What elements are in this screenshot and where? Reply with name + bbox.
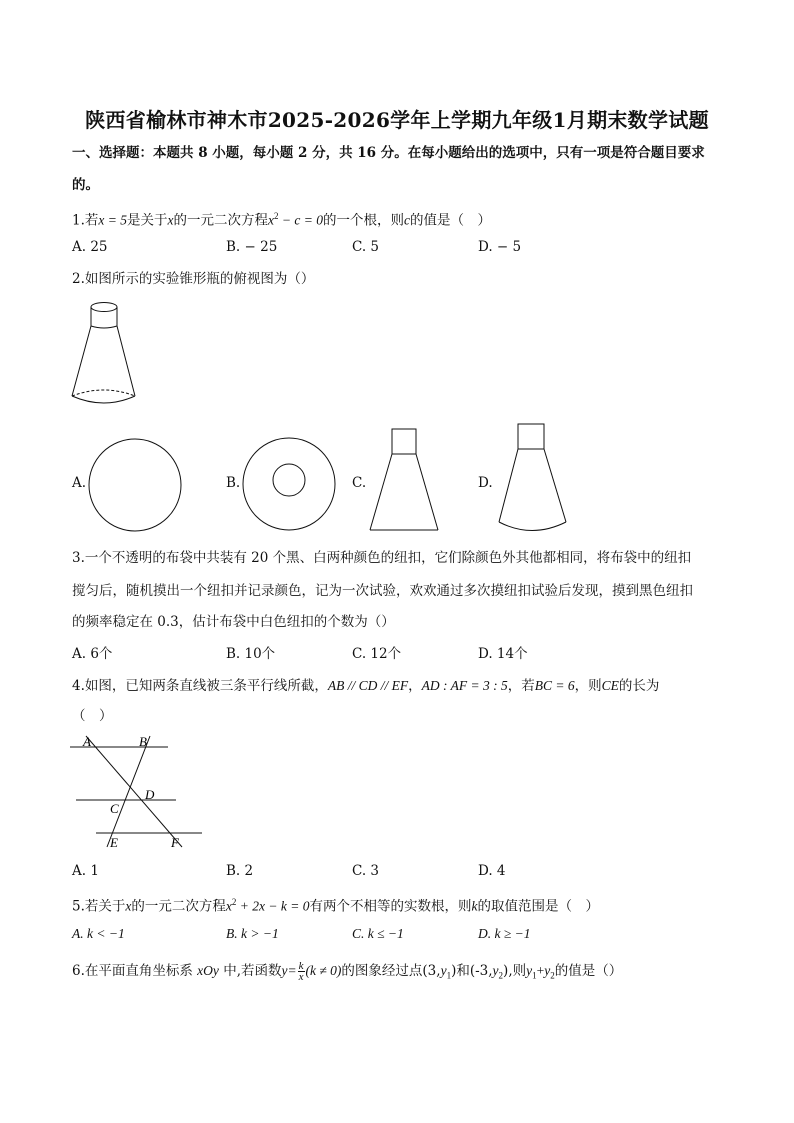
q5-k: k [471, 898, 478, 914]
q5-option-d[interactable]: D. k ≥ −1 [478, 926, 531, 941]
q6-suffix: 的值是（） [554, 963, 623, 979]
parallel-lines-figure [70, 730, 210, 852]
q5-prefix: 5.若关于 [72, 898, 126, 915]
question-3-line3: 的频率稳定在 0.3，估计布袋中白色纽扣的个数为（） [72, 614, 395, 630]
q6-y1-sub: 1 [446, 970, 452, 981]
flask-figure [66, 298, 144, 416]
q6-y2: y [492, 963, 499, 978]
q2-option-c-label[interactable]: C. [352, 475, 367, 491]
q4-option-d[interactable]: D. 4 [478, 863, 506, 879]
q6-y1: y [440, 963, 447, 978]
q1-option-d[interactable]: D. − 5 [478, 239, 522, 255]
q6-y2-sub: 2 [498, 970, 504, 981]
q5-var: x [125, 898, 132, 914]
q1-mid1: 是关于 [127, 212, 168, 229]
q1-eq2-x: x [268, 212, 274, 228]
q3-option-c[interactable]: C. 12个 [352, 646, 402, 662]
question-1 [72, 207, 491, 230]
section-heading-line2: 的。 [72, 177, 99, 193]
question-4-line2: （ ） [72, 708, 113, 724]
q3-option-d[interactable]: D. 14个 [478, 646, 528, 662]
q6-cond: (k ≠ 0) [305, 963, 342, 978]
q4-ce: CE [601, 678, 619, 693]
q3-option-b[interactable]: B. 10个 [226, 646, 276, 662]
q1-option-a[interactable]: A. 25 [72, 239, 108, 255]
q5-mid2: 有两个不相等的实数根，则 [309, 898, 472, 915]
q4-sep2: ，若 [507, 678, 535, 694]
q4-cond2: AD : AF = 3 : 5 [421, 678, 508, 693]
question-6 [72, 961, 622, 985]
point-label-e: E [110, 835, 118, 850]
q5-option-c[interactable]: C. k ≤ −1 [352, 926, 404, 941]
q2-option-b-label[interactable]: B. [226, 475, 241, 491]
q1-mid2: 的一元二次方程 [173, 212, 268, 229]
q1-option-b[interactable]: B. − 25 [226, 239, 278, 255]
q6-frac-den: x [298, 971, 304, 983]
q2-option-d-label[interactable]: D. [478, 475, 493, 491]
q6-sum-plus: + [536, 963, 545, 978]
q5-eq-exp: 2 [231, 897, 237, 907]
q1-eq2-exp: 2 [274, 211, 279, 221]
q6-y: y= [281, 963, 297, 978]
question-5 [72, 893, 599, 916]
q4-suffix: 的长为 [618, 678, 660, 694]
q6-sum-y1: y [526, 963, 533, 978]
q4-cond3: BC = 6 [534, 678, 575, 693]
point-label-c: C [110, 801, 119, 816]
q6-sum-y2: y [544, 963, 551, 978]
q6-mid4: ),则 [503, 963, 527, 979]
q6-frac-num: k [298, 960, 304, 972]
q6-prefix: 6.在平面直角坐标系 [72, 963, 198, 979]
q6-mid1: 中,若函数 [218, 963, 282, 979]
q3-option-a[interactable]: A. 6个 [72, 646, 113, 662]
point-label-f: F [171, 835, 179, 850]
q5-suffix: 的取值范围是（ ） [477, 898, 599, 915]
q1-option-c[interactable]: C. 5 [352, 239, 380, 255]
point-label-b: B [139, 734, 147, 749]
q1-c: c [403, 212, 410, 228]
q5-mid: 的一元二次方程 [131, 898, 226, 915]
point-label-d: D [145, 787, 155, 802]
q2-option-a-circle[interactable] [86, 436, 184, 534]
q1-suffix: 的值是（ ） [409, 212, 491, 229]
q4-sep1: ， [408, 678, 422, 694]
q4-sep3: ，则 [574, 678, 602, 694]
q4-option-c[interactable]: C. 3 [352, 863, 380, 879]
q1-var: x [167, 212, 174, 228]
q2-option-b-rings[interactable] [241, 436, 337, 532]
point-label-a: A [83, 734, 91, 749]
question-4 [72, 677, 659, 695]
question-3-line1: 3.一个不透明的布袋中共装有 20 个黑、白两种颜色的纽扣，它们除颜色外其他都相同，将布袋中的纽扣 [72, 550, 692, 566]
q1-eq1: x = 5 [98, 212, 127, 228]
q5-option-a[interactable]: A. k < −1 [72, 926, 125, 941]
q5-eq-rest: + 2x − k = 0 [236, 898, 310, 914]
q6-fraction [298, 961, 305, 982]
q6-sum-y2-sub: 2 [550, 970, 555, 981]
q2-option-c-flask-front[interactable] [366, 428, 442, 532]
q4-option-b[interactable]: B. 2 [226, 863, 254, 879]
q6-sum-y1-sub: 1 [532, 970, 537, 981]
q4-cond1: AB // CD // EF [327, 678, 409, 693]
q6-mid3: )和(-3, [451, 963, 493, 979]
q6-mid2: 的图象经过点(3, [341, 963, 441, 979]
q2-option-d-flask-curved[interactable] [494, 423, 572, 535]
q2-option-a-label[interactable]: A. [72, 475, 87, 491]
q4-prefix: 4.如图，已知两条直线被三条平行线所截， [72, 678, 328, 694]
question-2: 2.如图所示的实验锥形瓶的俯视图为（） [72, 271, 315, 287]
q1-prefix: 1.若 [72, 212, 99, 229]
q1-eq2-rest: − c = 0 [278, 212, 323, 228]
q5-eq-x: x [225, 898, 232, 914]
q4-option-a[interactable]: A. 1 [72, 863, 99, 879]
q1-mid3: 的一个根，则 [322, 212, 404, 229]
q5-option-b[interactable]: B. k > −1 [226, 926, 279, 941]
section-heading-line1: 一、选择题：本题共 8 小题，每小题 2 分，共 16 分。在每小题给出的选项中，只有一项是符合题目要求 [72, 145, 705, 161]
page-title: 陕西省榆林市神木市2025-2026学年上学期九年级1月期末数学试题 [85, 108, 709, 132]
q6-xoy: xOy [197, 963, 219, 978]
question-3-line2: 搅匀后，随机摸出一个纽扣并记录颜色，记为一次试验，欢欢通过多次摸纽扣试验后发现，摸到黑色纽扣 [72, 583, 693, 599]
